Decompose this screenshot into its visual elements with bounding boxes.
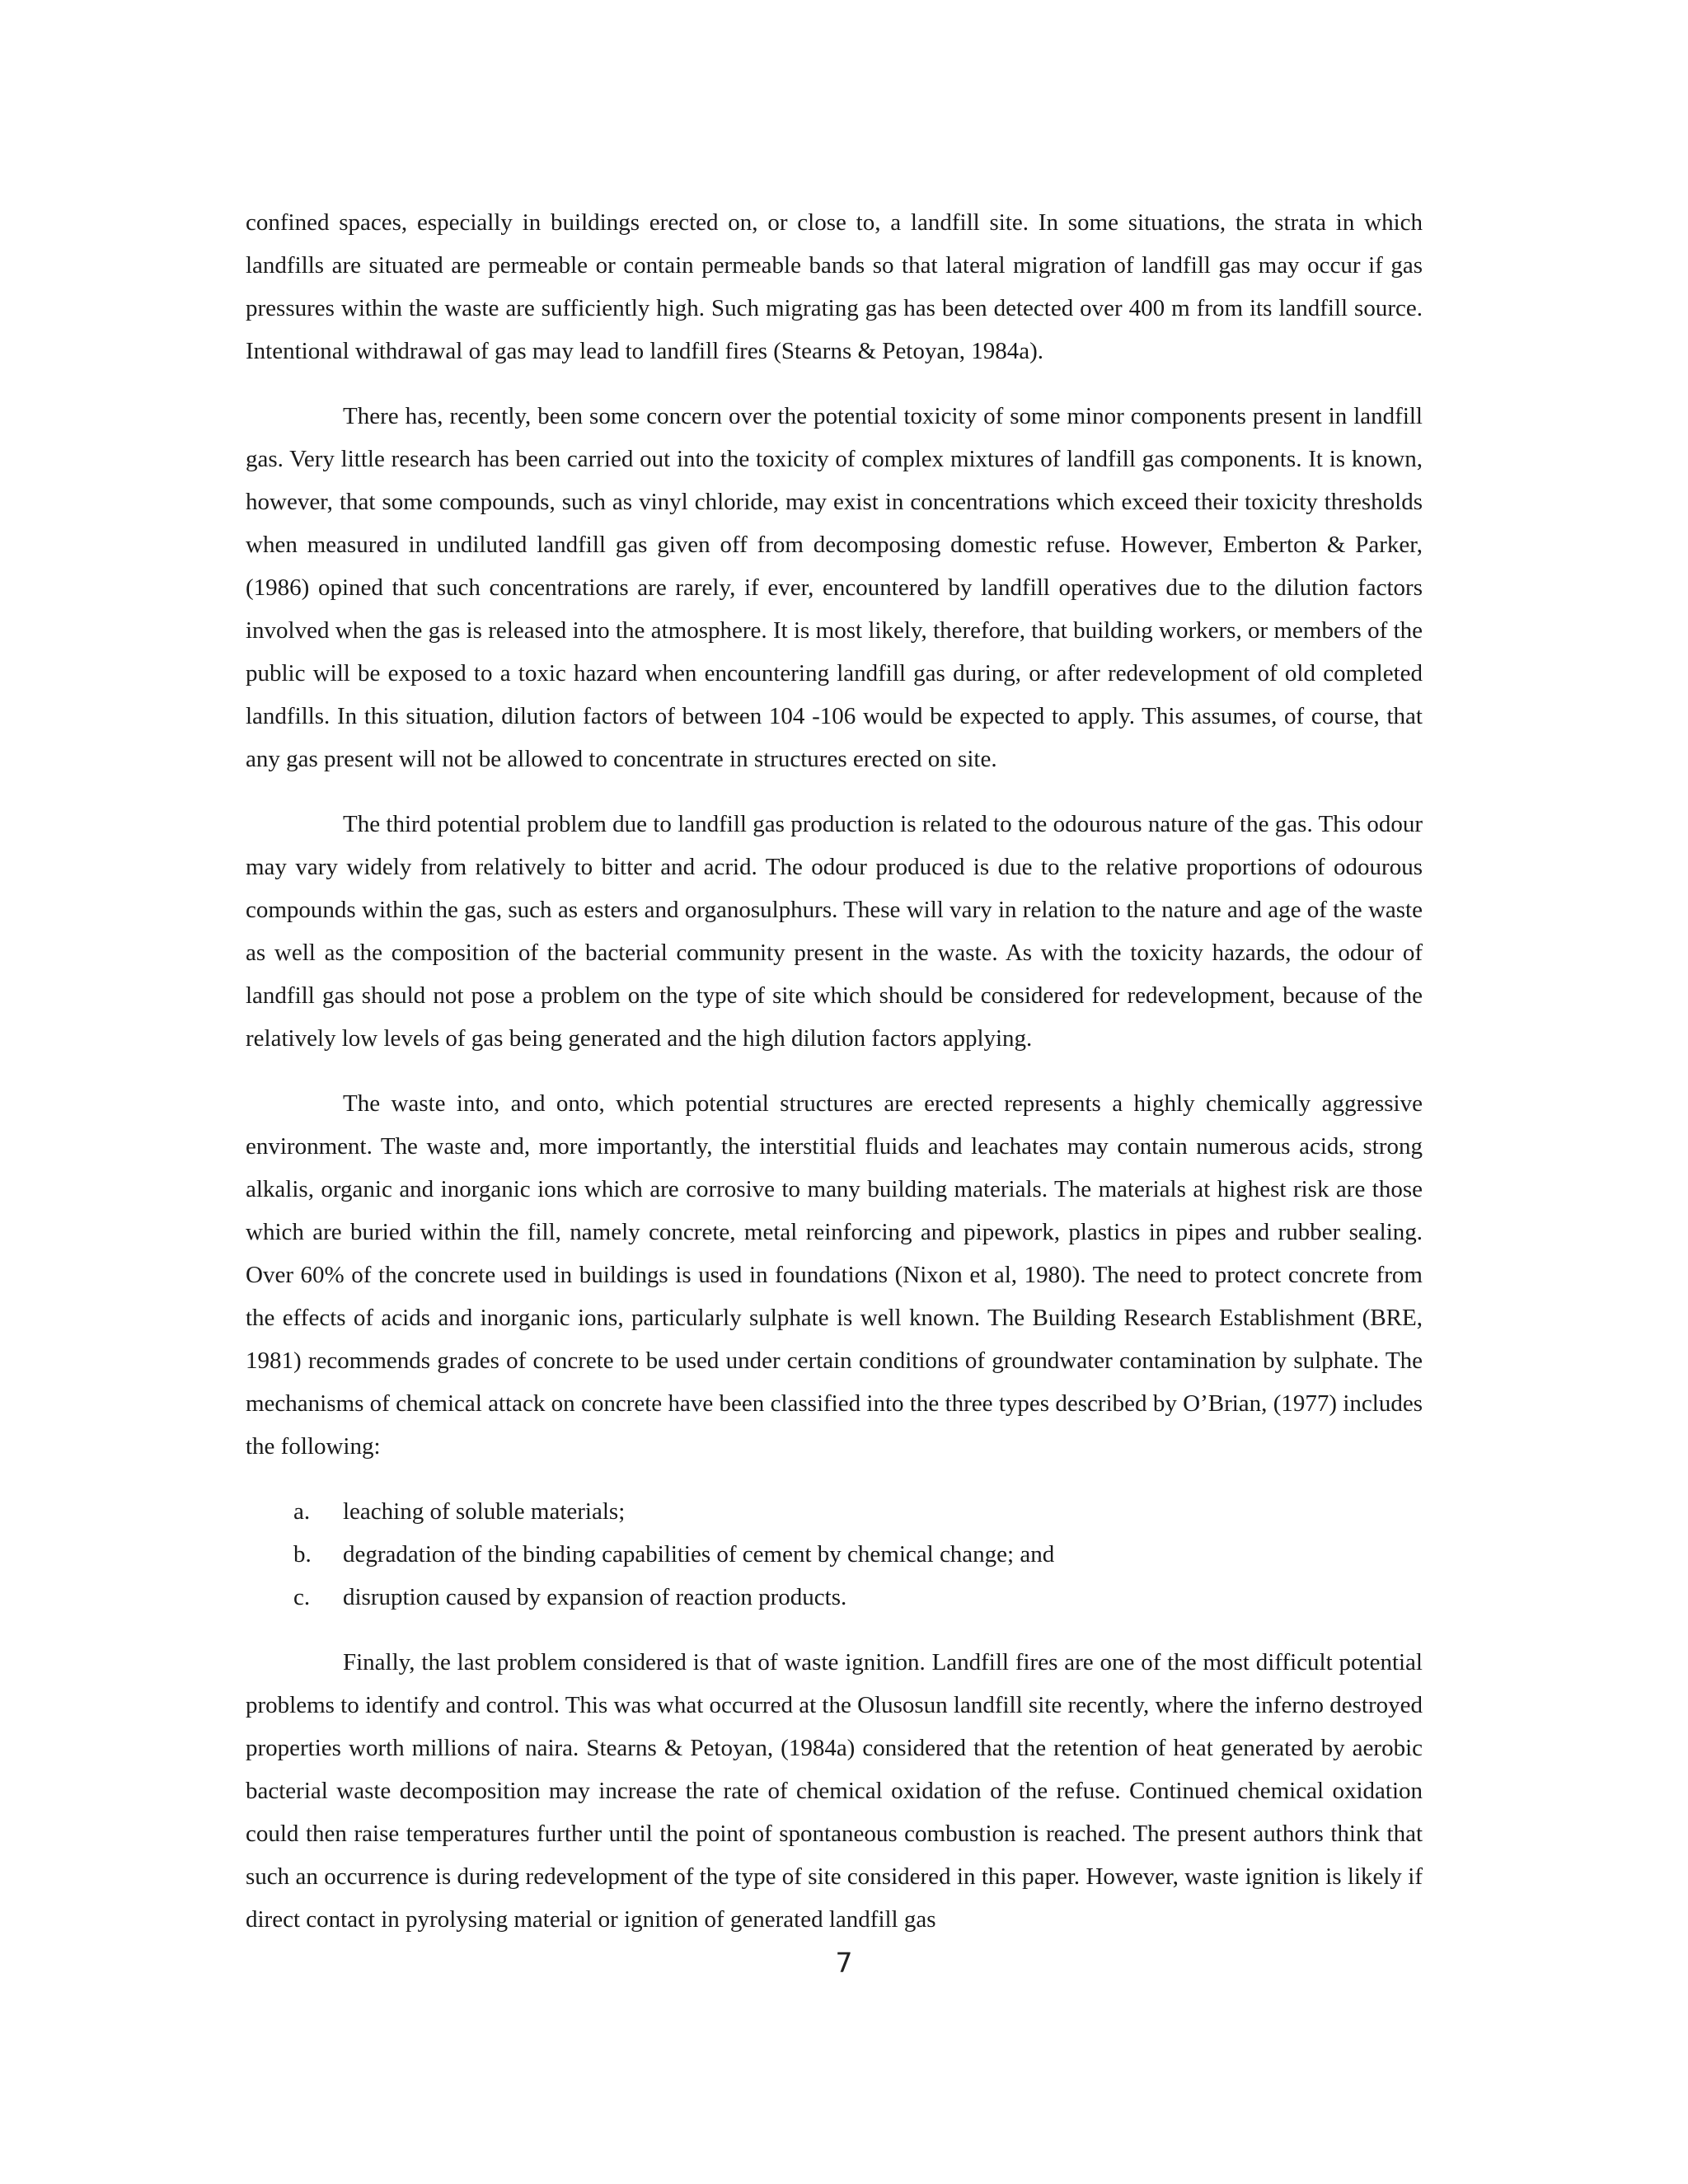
list-item xyxy=(246,1533,1423,1576)
paragraph-gap xyxy=(246,780,1423,803)
paragraph-odour: The third potential problem due to landfill gas production is related to the odourous nature of the gas. This odour may vary widely from relatively to bitter and acrid. The odour produced is due to the relative proportions of odourous compounds within the gas, such as esters and organosulphurs. These will vary in relation to the nature and age of the waste as well as the composition of the bacterial community present in the waste. As with the toxicity hazards, the odour of landfill gas should not pose a problem on the type of site which should be considered for redevelopment, because of the relatively low levels of gas being generated and the high dilution factors applying. xyxy=(246,811,1423,1052)
paragraph-toxicity: There has, recently, been some concern over the potential toxicity of some minor components present in landfill gas. Very little research has been carried out into the toxicity of complex mixtures of landfill gas components. It is known, however, that some compounds, such as vinyl chloride, may exist in concentrations which exceed their toxicity thresholds when measured in undiluted landfill gas given off from decomposing domestic refuse. However, Emberton & Parker, (1986) opined that such concentrations are rarely, if ever, encountered by landfill operatives due to the dilution factors involved when the gas is released into the atmosphere. It is most likely, therefore, that building workers, or members of the public will be exposed to a toxic hazard when encountering landfill gas during, or after redevelopment of old completed landfills. In this situation, dilution factors of between 104 -106 would be expected to apply. This assumes, of course, that any gas present will not be allowed to concentrate in structures erected on site. xyxy=(246,403,1423,772)
list-marker: b. xyxy=(293,1541,312,1568)
list-marker: c. xyxy=(293,1584,311,1610)
paragraph-gas-migration: confined spaces, especially in buildings erected on, or close to, a landfill site. In some situations, the strata in which landfills are situated are permeable or contain permeable bands so that lateral migration of landfill gas may occur if gas pressures within the waste are sufficiently high. Such migrating gas has been detected over 400 m from its landfill source. Intentional withdrawal of gas may lead to landfill fires (Stearns & Petoyan, 1984a). xyxy=(246,209,1423,364)
paragraph-gap xyxy=(246,1468,1423,1490)
list-item xyxy=(246,1576,1423,1619)
paragraph-chemical-attack: The waste into, and onto, which potential structures are erected represents a highly chemically aggressive environment. The waste and, more importantly, the interstitial fluids and leachates may contain numerous acids, strong alkalis, organic and inorganic ions which are corrosive to many building materials. The materials at highest risk are those which are buried within the fill, namely concrete, metal reinforcing and pipework, plastics in pipes and rubber sealing. Over 60% of the concrete used in buildings is used in foundations (Nixon et al, 1980). The need to protect concrete from the effects of acids and inorganic ions, particularly sulphate is well known. The Building Research Establishment (BRE, 1981) recommends grades of concrete to be used under certain conditions of groundwater contamination by sulphate. The mechanisms of chemical attack on concrete have been classified into the three types described by O’Brian, (1977) includes the following: xyxy=(246,1090,1423,1460)
page-body xyxy=(246,201,1423,1941)
paragraph-gap xyxy=(246,1060,1423,1082)
paragraph-waste-ignition: Finally, the last problem considered is that of waste ignition. Landfill fires are one of the most difficult potential problems to identify and control. This was what occurred at the Olusosun landfill site recently, where the inferno destroyed properties worth millions of naira. Stearns & Petoyan, (1984a) considered that the retention of heat generated by aerobic bacterial waste decomposition may increase the rate of chemical oxidation of the refuse. Continued chemical oxidation could then raise temperatures further until the point of spontaneous combustion is reached. The present authors think that such an occurrence is during redevelopment of the type of site considered in this paper. However, waste ignition is likely if direct contact in pyrolysing material or ignition of generated landfill gas xyxy=(246,1649,1423,1933)
list-item-text: disruption caused by expansion of reaction products. xyxy=(343,1584,847,1610)
list-item-text: degradation of the binding capabilities of cement by chemical change; and xyxy=(343,1541,1055,1568)
list-item-text: leaching of soluble materials; xyxy=(343,1498,626,1525)
list-item xyxy=(246,1490,1423,1533)
list-marker: a. xyxy=(293,1498,311,1525)
paragraph-gap xyxy=(246,373,1423,395)
attack-types-list xyxy=(246,1490,1423,1619)
page-number: 7 xyxy=(835,1947,853,1979)
paragraph-gap xyxy=(246,1619,1423,1641)
